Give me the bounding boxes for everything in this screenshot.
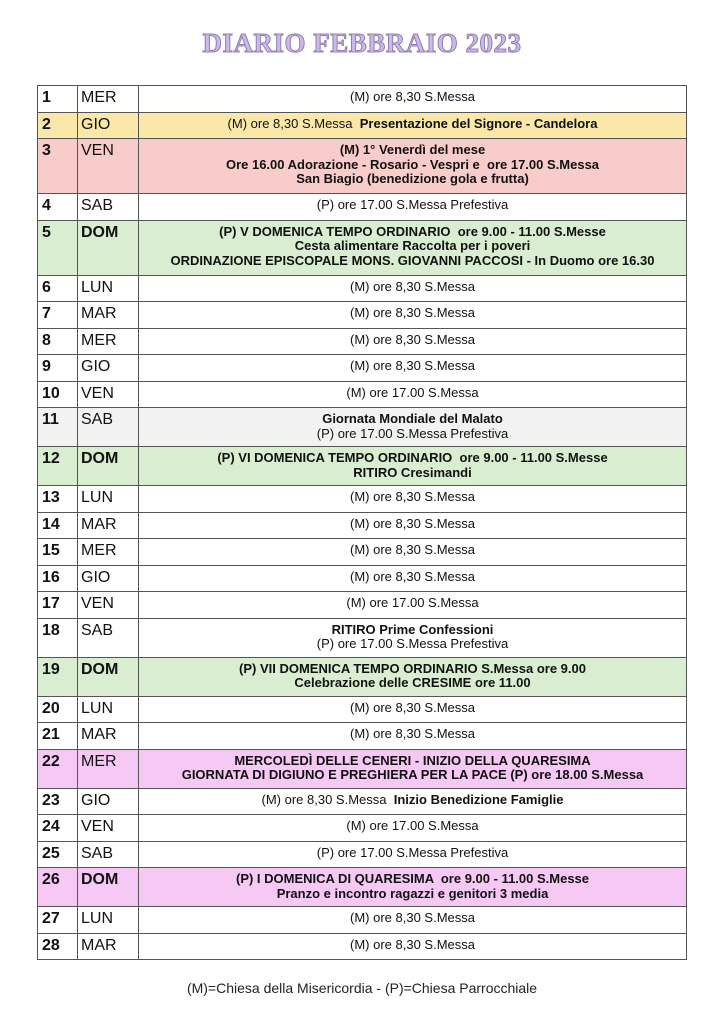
event-description <box>139 86 687 113</box>
calendar-row <box>38 749 687 788</box>
day-number: 3 <box>38 139 78 194</box>
event-text: Inizio Benedizione Famiglie <box>393 791 564 807</box>
event-description <box>139 139 687 194</box>
day-number: 9 <box>38 355 78 382</box>
event-description <box>139 381 687 408</box>
event-text: (M) ore 17.00 S.Messa <box>346 818 479 833</box>
calendar-row <box>38 194 687 221</box>
event-description <box>139 565 687 592</box>
event-text: (P) I DOMENICA DI QUARESIMA ore 9.00 - 11.00 S.Messe <box>235 871 590 886</box>
event-line <box>141 198 684 213</box>
event-line <box>141 239 684 254</box>
event-description <box>139 868 687 907</box>
day-number: 18 <box>38 618 78 657</box>
event-description <box>139 447 687 486</box>
weekday: DOM <box>78 868 139 907</box>
event-text: (M) ore 8,30 S.Messa <box>350 305 475 320</box>
event-line <box>141 911 684 926</box>
weekday: MAR <box>78 723 139 750</box>
calendar-row <box>38 302 687 329</box>
calendar-row <box>38 512 687 539</box>
event-description <box>139 512 687 539</box>
calendar-row <box>38 565 687 592</box>
event-line <box>141 596 684 611</box>
weekday: MAR <box>78 302 139 329</box>
calendar-row <box>38 355 687 382</box>
day-number: 28 <box>38 933 78 960</box>
event-text: GIORNATA DI DIGIUNO E PREGHIERA PER LA PACE (P) ore 18.00 S.Messa <box>181 767 644 782</box>
event-line <box>141 662 684 677</box>
event-text: (M) ore 8,30 S.Messa <box>350 910 475 925</box>
event-line <box>141 872 684 887</box>
event-line <box>141 280 684 295</box>
weekday: SAB <box>78 618 139 657</box>
event-description <box>139 275 687 302</box>
day-number: 22 <box>38 749 78 788</box>
event-text: RITIRO Prime Confessioni <box>331 621 494 637</box>
day-number: 27 <box>38 907 78 934</box>
event-text: (M) ore 8,30 S.Messa <box>350 89 475 104</box>
event-description <box>139 539 687 566</box>
calendar-row <box>38 86 687 113</box>
weekday: VEN <box>78 592 139 619</box>
event-line <box>141 676 684 691</box>
day-number: 15 <box>38 539 78 566</box>
calendar-row <box>38 220 687 275</box>
event-line <box>141 570 684 585</box>
event-text: Ore 16.00 Adorazione - Rosario - Vespri e ore 17.00 S.Messa <box>225 156 600 172</box>
calendar-row <box>38 275 687 302</box>
event-line <box>141 701 684 716</box>
event-description <box>139 907 687 934</box>
event-text: (M) ore 17.00 S.Messa <box>346 384 479 400</box>
weekday: SAB <box>78 841 139 868</box>
calendar-row <box>38 696 687 723</box>
day-number: 14 <box>38 512 78 539</box>
event-line <box>141 543 684 558</box>
event-description <box>139 657 687 696</box>
event-description <box>139 220 687 275</box>
weekday: MER <box>78 86 139 113</box>
event-line <box>141 306 684 321</box>
event-text: (P) ore 17.00 S.Messa Prefestiva <box>316 197 509 212</box>
day-number: 1 <box>38 86 78 113</box>
event-line <box>141 819 684 834</box>
event-text: (M) ore 8,30 S.Messa <box>227 115 360 131</box>
day-number: 16 <box>38 565 78 592</box>
event-text: (P) ore 17.00 S.Messa Prefestiva <box>316 425 509 441</box>
weekday: MER <box>78 749 139 788</box>
event-text: Presentazione del Signore - Candelora <box>359 115 598 131</box>
weekday: DOM <box>78 657 139 696</box>
event-description <box>139 933 687 960</box>
event-text: Pranzo e incontro ragazzi e genitori 3 media <box>276 885 549 901</box>
event-line <box>141 754 684 769</box>
day-number: 12 <box>38 447 78 486</box>
event-line <box>141 359 684 374</box>
calendar-row <box>38 486 687 513</box>
calendar-row <box>38 539 687 566</box>
event-text: (P) ore 17.00 S.Messa Prefestiva <box>316 636 509 651</box>
weekday: GIO <box>78 565 139 592</box>
day-number: 17 <box>38 592 78 619</box>
event-text: (P) VII DOMENICA TEMPO ORDINARIO S.Messa ore 9.00 <box>239 660 586 676</box>
event-text: (M) ore 8,30 S.Messa <box>350 726 475 741</box>
weekday: GIO <box>78 355 139 382</box>
event-description <box>139 112 687 139</box>
calendar-row <box>38 328 687 355</box>
calendar-row <box>38 788 687 815</box>
event-line <box>141 172 684 187</box>
day-number: 20 <box>38 696 78 723</box>
calendar-row <box>38 868 687 907</box>
event-text: MERCOLEDÌ DELLE CENERI - INIZIO DELLA QUARESIMA <box>234 752 591 768</box>
day-number: 2 <box>38 112 78 139</box>
event-line <box>141 768 684 783</box>
event-line <box>141 225 684 240</box>
day-number: 8 <box>38 328 78 355</box>
weekday: MAR <box>78 933 139 960</box>
weekday: MER <box>78 539 139 566</box>
weekday: LUN <box>78 275 139 302</box>
event-line <box>141 333 684 348</box>
event-line <box>141 427 684 442</box>
event-line <box>141 637 684 652</box>
day-number: 19 <box>38 657 78 696</box>
calendar-row <box>38 592 687 619</box>
event-description <box>139 302 687 329</box>
event-description <box>139 841 687 868</box>
event-text: (M) ore 8,30 S.Messa <box>350 515 475 531</box>
event-text: (M) 1° Venerdì del mese <box>339 142 486 157</box>
event-line <box>141 117 684 132</box>
event-text: (M) ore 8,30 S.Messa <box>350 358 475 373</box>
event-line <box>141 490 684 505</box>
day-number: 25 <box>38 841 78 868</box>
page-title: DIARIO FEBBRAIO 2023 <box>202 28 522 58</box>
weekday: SAB <box>78 408 139 447</box>
event-text: Celebrazione delle CRESIME ore 11.00 <box>294 675 531 690</box>
event-line <box>141 887 684 902</box>
event-line <box>141 412 684 427</box>
event-text: (P) ore 17.00 S.Messa Prefestiva <box>316 844 509 860</box>
event-description <box>139 355 687 382</box>
event-line <box>141 727 684 742</box>
event-line <box>141 517 684 532</box>
event-description <box>139 618 687 657</box>
weekday: VEN <box>78 381 139 408</box>
event-line <box>141 938 684 953</box>
weekday: LUN <box>78 486 139 513</box>
calendar-row <box>38 815 687 842</box>
weekday: VEN <box>78 139 139 194</box>
calendar-row <box>38 657 687 696</box>
legend-footer: (M)=Chiesa della Misericordia - (P)=Chiesa Parrocchiale <box>186 980 538 996</box>
calendar-row <box>38 112 687 139</box>
event-line <box>141 386 684 401</box>
day-number: 4 <box>38 194 78 221</box>
day-number: 11 <box>38 408 78 447</box>
calendar-row <box>38 841 687 868</box>
weekday: VEN <box>78 815 139 842</box>
event-text: Giornata Mondiale del Malato <box>322 411 503 426</box>
day-number: 21 <box>38 723 78 750</box>
event-line <box>141 158 684 173</box>
calendar-row <box>38 381 687 408</box>
day-number: 10 <box>38 381 78 408</box>
weekday: LUN <box>78 696 139 723</box>
event-text: (P) VI DOMENICA TEMPO ORDINARIO ore 9.00 - 11.00 S.Messe <box>217 450 608 465</box>
event-description <box>139 723 687 750</box>
event-line <box>141 451 684 466</box>
event-text: (M) ore 8,30 S.Messa <box>350 278 475 294</box>
weekday: GIO <box>78 788 139 815</box>
weekday: MAR <box>78 512 139 539</box>
event-description <box>139 486 687 513</box>
day-number: 7 <box>38 302 78 329</box>
day-number: 26 <box>38 868 78 907</box>
event-text: ORDINAZIONE EPISCOPALE MONS. GIOVANNI PACCOSI - In Duomo ore 16.30 <box>170 252 655 268</box>
event-text: (M) ore 8,30 S.Messa <box>350 699 475 715</box>
calendar-row <box>38 618 687 657</box>
day-number: 5 <box>38 220 78 275</box>
event-text: San Biagio (benedizione gola e frutta) <box>296 171 529 186</box>
calendar-row <box>38 907 687 934</box>
event-description <box>139 815 687 842</box>
day-number: 23 <box>38 788 78 815</box>
event-description <box>139 788 687 815</box>
event-text: (M) ore 8,30 S.Messa <box>350 936 475 952</box>
event-text: (M) ore 8,30 S.Messa <box>350 331 475 347</box>
event-line <box>141 466 684 481</box>
weekday: GIO <box>78 112 139 139</box>
event-text: (M) ore 17.00 S.Messa <box>346 595 479 610</box>
event-line <box>141 254 684 269</box>
event-text: Cesta alimentare Raccolta per i poveri <box>294 238 531 253</box>
event-line <box>141 623 684 638</box>
calendar-row <box>38 139 687 194</box>
calendar-table <box>37 85 687 960</box>
calendar-row <box>38 408 687 447</box>
day-number: 24 <box>38 815 78 842</box>
event-line <box>141 846 684 861</box>
weekday: LUN <box>78 907 139 934</box>
event-line <box>141 143 684 158</box>
event-text: (M) ore 8,30 S.Messa <box>350 489 475 504</box>
weekday: MER <box>78 328 139 355</box>
event-text: RITIRO Cresimandi <box>353 464 472 480</box>
event-line <box>141 793 684 808</box>
weekday: DOM <box>78 220 139 275</box>
event-text: (M) ore 8,30 S.Messa <box>350 568 475 584</box>
event-text: (P) V DOMENICA TEMPO ORDINARIO ore 9.00 - 11.00 S.Messe <box>219 223 606 239</box>
calendar-row <box>38 723 687 750</box>
event-description <box>139 328 687 355</box>
event-line <box>141 90 684 105</box>
day-number: 6 <box>38 275 78 302</box>
event-description <box>139 696 687 723</box>
event-description <box>139 194 687 221</box>
event-text: (M) ore 8,30 S.Messa <box>350 542 475 557</box>
weekday: DOM <box>78 447 139 486</box>
event-text: (M) ore 8,30 S.Messa <box>261 791 394 807</box>
calendar-row <box>38 447 687 486</box>
event-description <box>139 592 687 619</box>
weekday: SAB <box>78 194 139 221</box>
event-description <box>139 749 687 788</box>
calendar-row <box>38 933 687 960</box>
event-description <box>139 408 687 447</box>
day-number: 13 <box>38 486 78 513</box>
